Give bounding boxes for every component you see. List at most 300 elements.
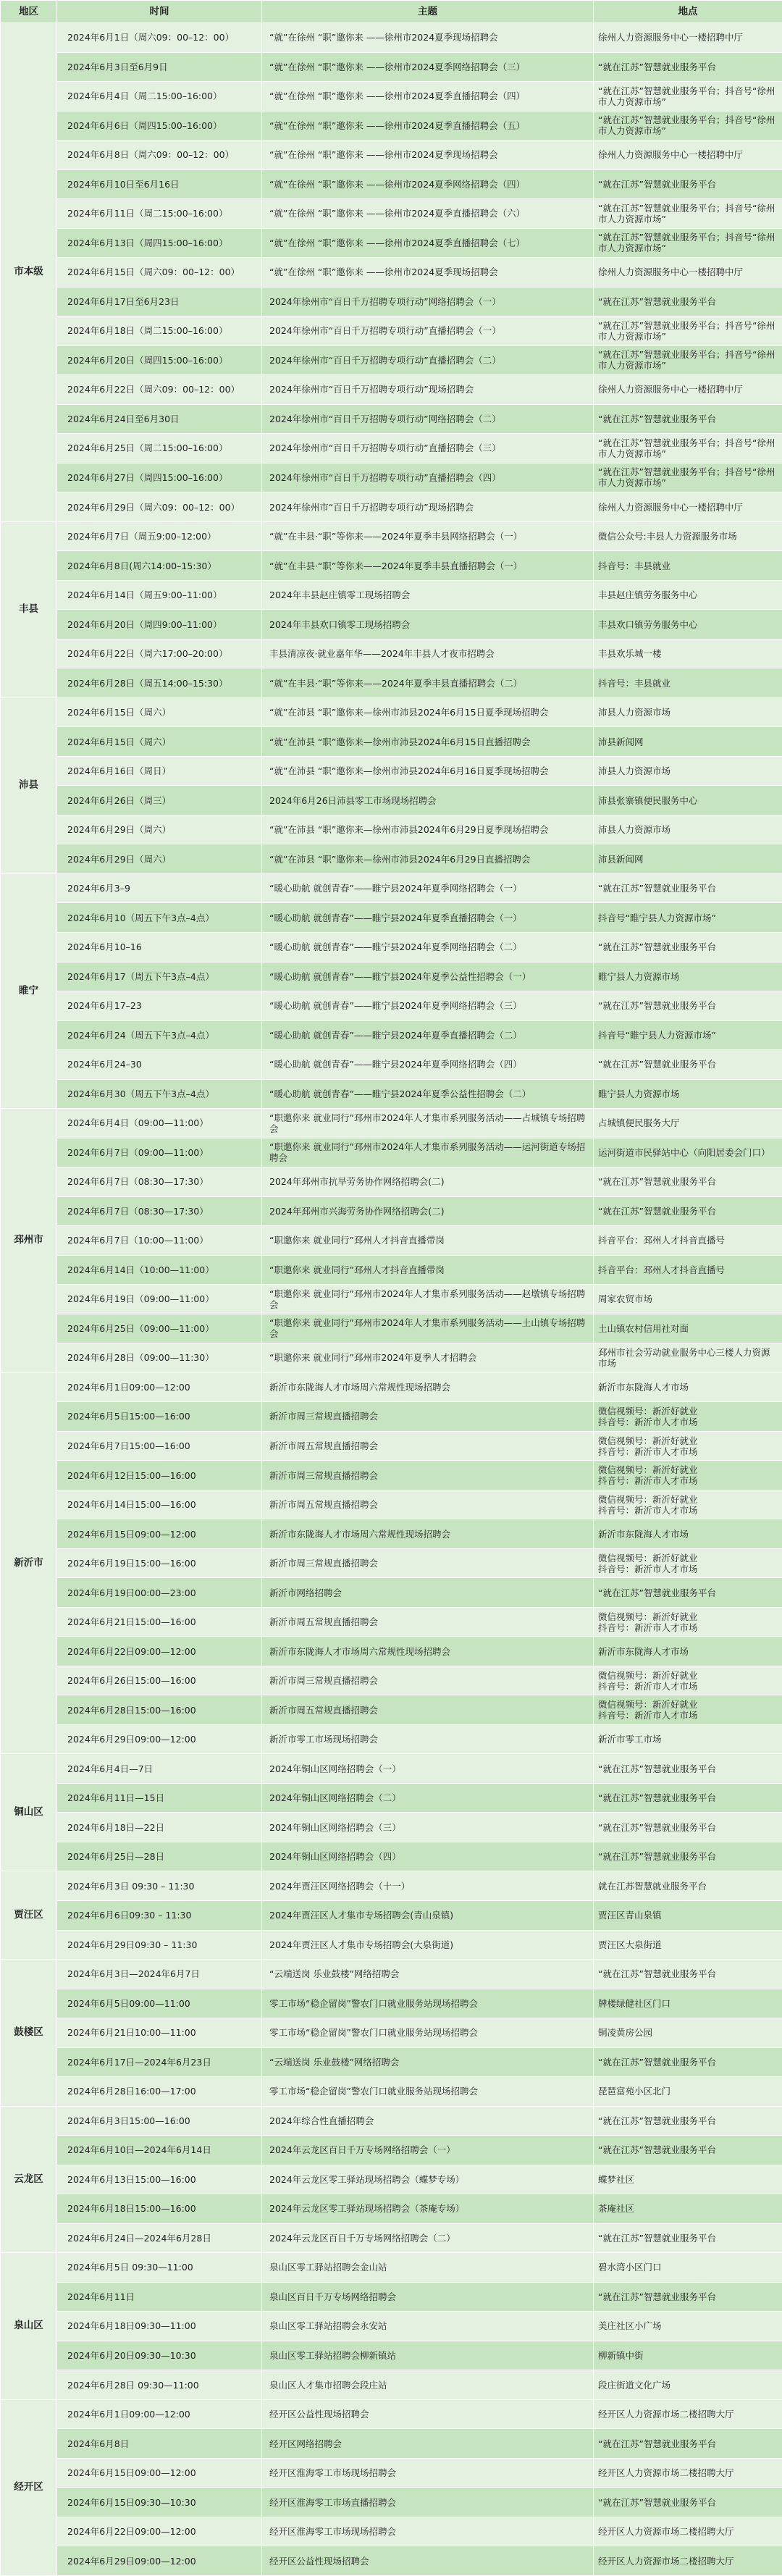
- topic-cell: 新沂市周五常规直播招聘会: [262, 1607, 594, 1637]
- topic-cell: “职邀你来 就业同行”邳州市2024年人才集市系列服务活动——运河街道专场招聘会: [262, 1138, 594, 1167]
- venue-cell: “就在江苏”智慧就业服务平台: [594, 2106, 782, 2136]
- table-row: [1, 1461, 782, 1490]
- table-row: [1, 2077, 782, 2107]
- venue-cell: “就在江苏”智慧就业服务平台: [594, 169, 782, 199]
- topic-cell: 新沂市周五常规直播招聘会: [262, 1695, 594, 1725]
- venue-cell: 邳州市社会劳动就业服务中心三楼人力资源市场: [594, 1343, 782, 1373]
- venue-cell: “就在江苏”智慧就业服务平台: [594, 52, 782, 82]
- topic-cell: 经开区公益性现场招聘会: [262, 2546, 594, 2576]
- topic-cell: 新沂市周三常规直播招聘会: [262, 1461, 594, 1490]
- topic-cell: 零工市场“稳企留岗”警农门口就业服务站现场招聘会: [262, 2077, 594, 2107]
- time-cell: 2024年6月29日09:30 – 11:30: [57, 1930, 262, 1960]
- table-row: [1, 2429, 782, 2459]
- venue-cell: “就在江苏”智慧就业服务平台: [594, 1842, 782, 1871]
- venue-cell: 周家农贸市场: [594, 1285, 782, 1314]
- table-row: [1, 2018, 782, 2048]
- table-row: [1, 1490, 782, 1519]
- table-row: [1, 2341, 782, 2370]
- topic-cell: 2024年邳州市抗旱劳务协作网络招聘会(二): [262, 1167, 594, 1197]
- topic-cell: “就”在徐州 “职”邀你来 ——徐州市2024夏季直播招聘会（七）: [262, 228, 594, 258]
- table-row: [1, 1637, 782, 1666]
- venue-cell: “就在江苏”智慧就业服务平台；抖音号“徐州市人力资源市场”: [594, 111, 782, 140]
- time-cell: 2024年6月19日15:00—16:00: [57, 1548, 262, 1578]
- table-row: [1, 140, 782, 170]
- time-cell: 2024年6月10（周五下午3点–4点）: [57, 903, 262, 933]
- venue-cell: “就在江苏”智慧就业服务平台: [594, 932, 782, 962]
- table-row: [1, 1901, 782, 1931]
- venue-cell: 徐州人力资源服务中心一楼招聘中厅: [594, 23, 782, 53]
- topic-cell: “职邀你来 就业同行”邳州市2024年人才集市系列服务活动——赵墩镇专场招聘会: [262, 1285, 594, 1314]
- table-row: [1, 1989, 782, 2018]
- topic-cell: 泉山区零工驿站招聘会永安站: [262, 2312, 594, 2341]
- table-row: [1, 1960, 782, 1989]
- venue-cell: “就在江苏”智慧就业服务平台；抖音号“徐州市人力资源市场”: [594, 199, 782, 229]
- table-row: [1, 82, 782, 112]
- topic-cell: “就”在徐州 “职”邀你来 ——徐州市2024夏季直播招聘会（四）: [262, 82, 594, 112]
- venue-cell: 沛县新闻网: [594, 844, 782, 874]
- table-row: [1, 668, 782, 698]
- venue-cell: 丰县欢口镇劳务服务中心: [594, 610, 782, 639]
- time-cell: 2024年6月28日（周五14:00–15:30）: [57, 668, 262, 698]
- topic-cell: “职邀你来 就业同行”邳州市2024年人才集市系列服务活动——占城镇专场招聘会: [262, 1109, 594, 1138]
- venue-cell: 徐州人力资源服务中心一楼招聘中厅: [594, 258, 782, 288]
- topic-cell: 经开区淮海零工市场现场招聘会: [262, 2517, 594, 2546]
- topic-cell: 2024年徐州市“百日千万招聘专项行动”直播招聘会（三）: [262, 434, 594, 463]
- time-cell: 2024年6月3日—2024年6月7日: [57, 1960, 262, 1989]
- table-row: [1, 316, 782, 346]
- time-cell: 2024年6月3日 09:30 – 11:30: [57, 1871, 262, 1901]
- table-row: [1, 2370, 782, 2400]
- table-row: [1, 1196, 782, 1226]
- table-row: [1, 1285, 782, 1314]
- table-row: [1, 932, 782, 962]
- time-cell: 2024年6月7日（08:30—17:30）: [57, 1196, 262, 1226]
- topic-cell: 新沂市网络招聘会: [262, 1578, 594, 1608]
- time-cell: 2024年6月5日09:00—11:00: [57, 1989, 262, 2018]
- topic-cell: 2024年丰县赵庄镇零工现场招聘会: [262, 580, 594, 610]
- topic-cell: “就”在沛县 “职”邀你来—徐州市沛县2024年6月15日夏季现场招聘会: [262, 697, 594, 727]
- time-cell: 2024年6月4日（09:00—11:00）: [57, 1109, 262, 1138]
- time-cell: 2024年6月15日09:00—12:00: [57, 1519, 262, 1549]
- header-region: 地区: [1, 1, 57, 23]
- table-row: [1, 1020, 782, 1050]
- topic-cell: “云端送岗 乐业鼓楼”网络招聘会: [262, 1960, 594, 1989]
- region-cell: 市本级: [1, 23, 57, 522]
- topic-cell: 泉山区百日千万专场网络招聘会: [262, 2282, 594, 2312]
- time-cell: 2024年6月18日（周二15:00–16:00）: [57, 316, 262, 346]
- topic-cell: “暖心助航 就创青春”——睢宁县2024年夏季网络招聘会（三）: [262, 991, 594, 1021]
- table-row: [1, 434, 782, 463]
- venue-cell: 土山镇农村信用社对面: [594, 1314, 782, 1343]
- time-cell: 2024年6月7日（10:00—11:00）: [57, 1226, 262, 1256]
- table-row: [1, 2488, 782, 2517]
- table-row: [1, 1754, 782, 1784]
- venue-cell: “就在江苏”智慧就业服务平台: [594, 1050, 782, 1080]
- time-cell: 2024年6月22日09:00—12:00: [57, 2517, 262, 2546]
- venue-cell: “就在江苏”智慧就业服务平台: [594, 873, 782, 903]
- topic-cell: 新沂市东陇海人才市场周六常规性现场招聘会: [262, 1372, 594, 1402]
- time-cell: 2024年6月8日(周六14:00–15:30）: [57, 551, 262, 581]
- table-row: [1, 1842, 782, 1871]
- venue-cell: “就在江苏”智慧就业服务平台: [594, 1960, 782, 1989]
- venue-cell: “就在江苏”智慧就业服务平台: [594, 2429, 782, 2459]
- region-cell: 云龙区: [1, 2106, 57, 2253]
- table-row: [1, 991, 782, 1021]
- table-row: [1, 375, 782, 405]
- venue-cell: 沛县人力资源市场: [594, 815, 782, 844]
- time-cell: 2024年6月17日至6月23日: [57, 287, 262, 316]
- topic-cell: 新沂市周五常规直播招聘会: [262, 1490, 594, 1519]
- table-row: [1, 580, 782, 610]
- table-row: [1, 844, 782, 874]
- region-cell: 泉山区: [1, 2253, 57, 2400]
- time-cell: 2024年6月18日—22日: [57, 1813, 262, 1842]
- time-cell: 2024年6月19日00:00—23:00: [57, 1578, 262, 1608]
- schedule-body: [1, 23, 782, 2576]
- table-row: [1, 1372, 782, 1402]
- topic-cell: 2024年徐州市“百日千万招聘专项行动”网络招聘会（一）: [262, 287, 594, 316]
- time-cell: 2024年6月5日 09:30—11:00: [57, 2253, 262, 2283]
- venue-cell: 琵琶富苑小区北门: [594, 2077, 782, 2107]
- venue-cell: 微信视频号：新沂好就业 抖音号：新沂市人才市场: [594, 1431, 782, 1461]
- topic-cell: 经开区公益性现场招聘会: [262, 2399, 594, 2429]
- venue-cell: 抖音号：丰县就业: [594, 668, 782, 698]
- table-row: [1, 786, 782, 815]
- time-cell: 2024年6月18日15:00—16:00: [57, 2194, 262, 2224]
- time-cell: 2024年6月5日15:00—16:00: [57, 1402, 262, 1432]
- table-row: [1, 2136, 782, 2165]
- venue-cell: “就在江苏”智慧就业服务平台；抖音号“徐州市人力资源市场”: [594, 82, 782, 112]
- time-cell: 2024年6月20日（周四15:00–16:00）: [57, 345, 262, 375]
- venue-cell: 微信视频号：新沂好就业 抖音号：新沂市人才市场: [594, 1695, 782, 1725]
- venue-cell: 微信视频号：新沂好就业 抖音号：新沂市人才市场: [594, 1402, 782, 1432]
- topic-cell: “职邀你来 就业同行”邳州市2024年人才集市系列服务活动——土山镇专场招聘会: [262, 1314, 594, 1343]
- region-cell: 沛县: [1, 697, 57, 873]
- table-row: [1, 962, 782, 991]
- time-cell: 2024年6月7日（08:30—17:30）: [57, 1167, 262, 1197]
- region-cell: 睢宁: [1, 873, 57, 1108]
- venue-cell: “就在江苏”智慧就业服务平台: [594, 1196, 782, 1226]
- table-row: [1, 2194, 782, 2224]
- region-cell: 经开区: [1, 2399, 57, 2575]
- venue-cell: 微信视频号：新沂好就业 抖音号：新沂市人才市场: [594, 1490, 782, 1519]
- venue-cell: “就在江苏”智慧就业服务平台: [594, 2488, 782, 2517]
- table-row: [1, 551, 782, 581]
- topic-cell: 零工市场“稳企留岗”警农门口就业服务站现场招聘会: [262, 1989, 594, 2018]
- time-cell: 2024年6月30（周五下午3点–4点）: [57, 1079, 262, 1109]
- venue-cell: 睢宁县人力资源市场: [594, 962, 782, 991]
- time-cell: 2024年6月7日（周五9:00–12:00）: [57, 521, 262, 551]
- topic-cell: 2024年铜山区网络招聘会（三）: [262, 1813, 594, 1842]
- venue-cell: “就在江苏”智慧就业服务平台: [594, 404, 782, 434]
- topic-cell: “就”在沛县 “职”邀你来—徐州市沛县2024年6月15日直播招聘会: [262, 727, 594, 757]
- venue-cell: 贾汪区大泉街道: [594, 1930, 782, 1960]
- venue-cell: “就在江苏”智慧就业服务平台: [594, 1754, 782, 1784]
- table-row: [1, 2253, 782, 2283]
- topic-cell: 新沂市零工市场现场招聘会: [262, 1724, 594, 1754]
- topic-cell: “暖心助航 就创青春”——睢宁县2024年夏季网络招聘会（四）: [262, 1050, 594, 1080]
- topic-cell: 2024年贾汪区人才集市专场招聘会(大泉街道): [262, 1930, 594, 1960]
- table-row: [1, 52, 782, 82]
- topic-cell: 2024年贾汪区人才集市专场招聘会(青山泉镇): [262, 1901, 594, 1931]
- table-row: [1, 169, 782, 199]
- table-row: [1, 1695, 782, 1725]
- table-row: [1, 1871, 782, 1901]
- time-cell: 2024年6月29日（周六）: [57, 844, 262, 874]
- table-row: [1, 1255, 782, 1285]
- region-cell: 铜山区: [1, 1754, 57, 1871]
- venue-cell: “就在江苏”智慧就业服务平台: [594, 2282, 782, 2312]
- time-cell: 2024年6月14日（10:00—11:00）: [57, 1255, 262, 1285]
- table-row: [1, 1079, 782, 1109]
- table-row: [1, 1930, 782, 1960]
- topic-cell: 新沂市周三常规直播招聘会: [262, 1666, 594, 1695]
- topic-cell: 2024年铜山区网络招聘会（一）: [262, 1754, 594, 1784]
- header-venue: 地点: [594, 1, 782, 23]
- table-row: [1, 639, 782, 668]
- topic-cell: 2024年徐州市“百日千万招聘专项行动”现场招聘会: [262, 375, 594, 405]
- time-cell: 2024年6月21日10:00—11:00: [57, 2018, 262, 2048]
- time-cell: 2024年6月29日（周六09：00–12：00）: [57, 492, 262, 522]
- table-row: [1, 23, 782, 53]
- venue-cell: 柳新镇中街: [594, 2341, 782, 2370]
- time-cell: 2024年6月17日—2024年6月23日: [57, 2047, 262, 2077]
- table-row: [1, 1138, 782, 1167]
- venue-cell: 沛县张寨镇便民服务中心: [594, 786, 782, 815]
- region-cell: 邳州市: [1, 1109, 57, 1373]
- topic-cell: “暖心助航 就创青春”——睢宁县2024年夏季网络招聘会（一）: [262, 873, 594, 903]
- venue-cell: “就在江苏”智慧就业服务平台；抖音号“徐州市人力资源市场”: [594, 316, 782, 346]
- topic-cell: “就”在徐州 “职”邀你来 ——徐州市2024夏季网络招聘会（四）: [262, 169, 594, 199]
- time-cell: 2024年6月3–9: [57, 873, 262, 903]
- venue-cell: 抖音号：丰县就业: [594, 551, 782, 581]
- table-row: [1, 1050, 782, 1080]
- table-row: [1, 2047, 782, 2077]
- table-row: [1, 873, 782, 903]
- region-cell: 丰县: [1, 521, 57, 697]
- venue-cell: 新沂市东陇海人才市场: [594, 1637, 782, 1666]
- table-row: [1, 228, 782, 258]
- venue-cell: 丰县欢乐城一楼: [594, 639, 782, 668]
- time-cell: 2024年6月15日（周六）: [57, 727, 262, 757]
- topic-cell: 泉山区人才集市招聘会段庄站: [262, 2370, 594, 2400]
- topic-cell: “就”在丰县·“职”等你来——2024年夏季丰县网络招聘会（一）: [262, 521, 594, 551]
- topic-cell: “暖心助航 就创青春”——睢宁县2024年夏季公益性招聘会（二）: [262, 1079, 594, 1109]
- time-cell: 2024年6月14日15:00—16:00: [57, 1490, 262, 1519]
- venue-cell: 微信视频号：新沂好就业 抖音号：新沂市人才市场: [594, 1607, 782, 1637]
- region-cell: 新沂市: [1, 1372, 57, 1754]
- time-cell: 2024年6月17（周五下午3点–4点）: [57, 962, 262, 991]
- time-cell: 2024年6月3日至6月9日: [57, 52, 262, 82]
- venue-cell: 抖音号“睢宁县人力资源市场”: [594, 903, 782, 933]
- venue-cell: 经开区人力资源市场二楼招聘大厅: [594, 2399, 782, 2429]
- venue-cell: 徐州人力资源服务中心一楼招聘中厅: [594, 140, 782, 170]
- table-row: [1, 610, 782, 639]
- topic-cell: 2024年徐州市“百日千万招聘专项行动”现场招聘会: [262, 492, 594, 522]
- topic-cell: 经开区淮海零工市场现场招聘会: [262, 2458, 594, 2488]
- time-cell: 2024年6月24日—2024年6月28日: [57, 2223, 262, 2253]
- venue-cell: “就在江苏”智慧就业服务平台；抖音号“徐州市人力资源市场”: [594, 228, 782, 258]
- venue-cell: 微信视频号：新沂好就业 抖音号：新沂市人才市场: [594, 1666, 782, 1695]
- venue-cell: 牌楼绿健社区门口: [594, 1989, 782, 2018]
- topic-cell: 经开区淮海零工市场直播招聘会: [262, 2488, 594, 2517]
- topic-cell: “就”在徐州 “职”邀你来 ——徐州市2024夏季现场招聘会: [262, 23, 594, 53]
- table-row: [1, 1109, 782, 1138]
- venue-cell: “就在江苏”智慧就业服务平台；抖音号“徐州市人力资源市场”: [594, 345, 782, 375]
- venue-cell: 新沂市东陇海人才市场: [594, 1372, 782, 1402]
- table-row: [1, 2282, 782, 2312]
- venue-cell: “就在江苏”智慧就业服务平台: [594, 2136, 782, 2165]
- table-row: [1, 697, 782, 727]
- time-cell: 2024年6月24（周五下午3点–4点）: [57, 1020, 262, 1050]
- topic-cell: 新沂市周三常规直播招聘会: [262, 1548, 594, 1578]
- topic-cell: 新沂市东陇海人才市场周六常规性现场招聘会: [262, 1519, 594, 1549]
- topic-cell: “就”在沛县 “职”邀你来—徐州市沛县2024年6月16日夏季现场招聘会: [262, 756, 594, 786]
- venue-cell: 丰县赵庄镇劳务服务中心: [594, 580, 782, 610]
- time-cell: 2024年6月16日（周日）: [57, 756, 262, 786]
- table-row: [1, 2223, 782, 2253]
- table-row: [1, 903, 782, 933]
- table-row: [1, 1813, 782, 1842]
- table-row: [1, 404, 782, 434]
- time-cell: 2024年6月22日（周六09：00–12：00）: [57, 375, 262, 405]
- table-row: [1, 1578, 782, 1608]
- time-cell: 2024年6月29日（周六）: [57, 815, 262, 844]
- time-cell: 2024年6月7日（09:00—11:00）: [57, 1138, 262, 1167]
- venue-cell: 新沂市零工市场: [594, 1724, 782, 1754]
- venue-cell: 就在江苏智慧就业服务平台: [594, 1871, 782, 1901]
- venue-cell: “就在江苏”智慧就业服务平台: [594, 2047, 782, 2077]
- region-cell: 贾汪区: [1, 1871, 57, 1960]
- table-row: [1, 1783, 782, 1813]
- time-cell: 2024年6月15日（周六09：00–12：00）: [57, 258, 262, 288]
- topic-cell: “就”在丰县·“职”等你来——2024年夏季丰县直播招聘会（二）: [262, 668, 594, 698]
- time-cell: 2024年6月8日: [57, 2429, 262, 2459]
- topic-cell: 2024年徐州市“百日千万招聘专项行动”直播招聘会（一）: [262, 316, 594, 346]
- topic-cell: “暖心助航 就创青春”——睢宁县2024年夏季直播招聘会（二）: [262, 1020, 594, 1050]
- time-cell: 2024年6月19日（09:00—11:00）: [57, 1285, 262, 1314]
- venue-cell: 经开区人力资源市场二楼招聘大厅: [594, 2458, 782, 2488]
- venue-cell: 沛县新闻网: [594, 727, 782, 757]
- topic-cell: 2024年云龙区零工驿站现场招聘会（蝶梦专场）: [262, 2165, 594, 2194]
- table-row: [1, 1314, 782, 1343]
- time-cell: 2024年6月3日15:00—16:00: [57, 2106, 262, 2136]
- venue-cell: 微信视频号：新沂好就业 抖音号：新沂市人才市场: [594, 1461, 782, 1490]
- time-cell: 2024年6月26日（周三）: [57, 786, 262, 815]
- topic-cell: 2024年6月26日沛县零工市场现场招聘会: [262, 786, 594, 815]
- venue-cell: 睢宁县人力资源市场: [594, 1079, 782, 1109]
- table-row: [1, 287, 782, 316]
- time-cell: 2024年6月25日（09:00—11:00）: [57, 1314, 262, 1343]
- venue-cell: 抖音平台：邳州人才抖音直播号: [594, 1226, 782, 1256]
- venue-cell: “就在江苏”智慧就业服务平台；抖音号“徐州市人力资源市场”: [594, 434, 782, 463]
- topic-cell: “就”在沛县 “职”邀你来—徐州市沛县2024年6月29日直播招聘会: [262, 844, 594, 874]
- time-cell: 2024年6月15日（周六）: [57, 697, 262, 727]
- venue-cell: “就在江苏”智慧就业服务平台: [594, 1783, 782, 1813]
- time-cell: 2024年6月28日16:00—17:00: [57, 2077, 262, 2107]
- table-row: [1, 756, 782, 786]
- time-cell: 2024年6月20日（周四9:00–11:00）: [57, 610, 262, 639]
- topic-cell: “职邀你来 就业同行”邳州人才抖音直播带岗: [262, 1255, 594, 1285]
- venue-cell: 沛县人力资源市场: [594, 697, 782, 727]
- venue-cell: “就在江苏”智慧就业服务平台: [594, 1578, 782, 1608]
- time-cell: 2024年6月17–23: [57, 991, 262, 1021]
- table-row: [1, 1226, 782, 1256]
- table-row: [1, 2546, 782, 2576]
- table-row: [1, 1402, 782, 1432]
- time-cell: 2024年6月29日09:00—12:00: [57, 2546, 262, 2576]
- table-row: [1, 1548, 782, 1578]
- topic-cell: 2024年徐州市“百日千万招聘专项行动”直播招聘会（二）: [262, 345, 594, 375]
- time-cell: 2024年6月29日09:00—12:00: [57, 1724, 262, 1754]
- time-cell: 2024年6月21日15:00—16:00: [57, 1607, 262, 1637]
- time-cell: 2024年6月1日09:00—12:00: [57, 2399, 262, 2429]
- topic-cell: “就”在沛县 “职”邀你来—徐州市沛县2024年6月29日夏季现场招聘会: [262, 815, 594, 844]
- table-row: [1, 1519, 782, 1549]
- venue-cell: 美庄社区小广场: [594, 2312, 782, 2341]
- topic-cell: “就”在徐州 “职”邀你来 ——徐州市2024夏季网络招聘会（三）: [262, 52, 594, 82]
- time-cell: 2024年6月13日15:00—16:00: [57, 2165, 262, 2194]
- venue-cell: 经开区人力资源市场二楼招聘大厅: [594, 2517, 782, 2546]
- topic-cell: 经开区网络招聘会: [262, 2429, 594, 2459]
- topic-cell: “就”在徐州 “职”邀你来 ——徐州市2024夏季直播招聘会（六）: [262, 199, 594, 229]
- topic-cell: 2024年徐州市“百日千万招聘专项行动”网络招聘会（二）: [262, 404, 594, 434]
- venue-cell: 徐州人力资源服务中心一楼招聘中厅: [594, 375, 782, 405]
- time-cell: 2024年6月15日09:30—10:30: [57, 2488, 262, 2517]
- time-cell: 2024年6月24–30: [57, 1050, 262, 1080]
- topic-cell: 泉山区零工驿站招聘会金山站: [262, 2253, 594, 2283]
- topic-cell: “暖心助航 就创青春”——睢宁县2024年夏季直播招聘会（一）: [262, 903, 594, 933]
- time-cell: 2024年6月24日至6月30日: [57, 404, 262, 434]
- time-cell: 2024年6月11日（周二15:00–16:00）: [57, 199, 262, 229]
- table-row: [1, 815, 782, 844]
- venue-cell: “就在江苏”智慧就业服务平台: [594, 1167, 782, 1197]
- time-cell: 2024年6月7日15:00—16:00: [57, 1431, 262, 1461]
- venue-cell: 铜凌黄房公园: [594, 2018, 782, 2048]
- venue-cell: 茶庵社区: [594, 2194, 782, 2224]
- time-cell: 2024年6月14日（周五9:00–11:00）: [57, 580, 262, 610]
- table-row: [1, 1343, 782, 1373]
- topic-cell: 新沂市周三常规直播招聘会: [262, 1402, 594, 1432]
- table-row: [1, 258, 782, 288]
- venue-cell: “就在江苏”智慧就业服务平台: [594, 2223, 782, 2253]
- time-cell: 2024年6月25日—28日: [57, 1842, 262, 1871]
- topic-cell: 2024年综合性直播招聘会: [262, 2106, 594, 2136]
- time-cell: 2024年6月10–16: [57, 932, 262, 962]
- time-cell: 2024年6月11日—15日: [57, 1783, 262, 1813]
- time-cell: 2024年6月10日至6月16日: [57, 169, 262, 199]
- table-row: [1, 2165, 782, 2194]
- time-cell: 2024年6月20日09:30—10:30: [57, 2341, 262, 2370]
- topic-cell: “暖心助航 就创青春”——睢宁县2024年夏季网络招聘会（二）: [262, 932, 594, 962]
- table-row: [1, 345, 782, 375]
- venue-cell: 运河街道市民驿站中心（向阳居委会门口）: [594, 1138, 782, 1167]
- time-cell: 2024年6月1日（周六09：00–12：00）: [57, 23, 262, 53]
- time-cell: 2024年6月15日09:00—12:00: [57, 2458, 262, 2488]
- time-cell: 2024年6月27日（周四15:00–16:00）: [57, 463, 262, 492]
- topic-cell: “就”在徐州 “职”邀你来 ——徐州市2024夏季现场招聘会: [262, 140, 594, 170]
- time-cell: 2024年6月11日: [57, 2282, 262, 2312]
- venue-cell: 微信公众号:丰县人力资源服务市场: [594, 521, 782, 551]
- venue-cell: 占城镇便民服务大厅: [594, 1109, 782, 1138]
- time-cell: 2024年6月25日（周二15:00–16:00）: [57, 434, 262, 463]
- table-row: [1, 463, 782, 492]
- table-row: [1, 521, 782, 551]
- venue-cell: 贾汪区青山泉镇: [594, 1901, 782, 1931]
- venue-cell: 抖音号“睢宁县人力资源市场”: [594, 1020, 782, 1050]
- venue-cell: 沛县人力资源市场: [594, 756, 782, 786]
- time-cell: 2024年6月8日（周六09：00–12：00）: [57, 140, 262, 170]
